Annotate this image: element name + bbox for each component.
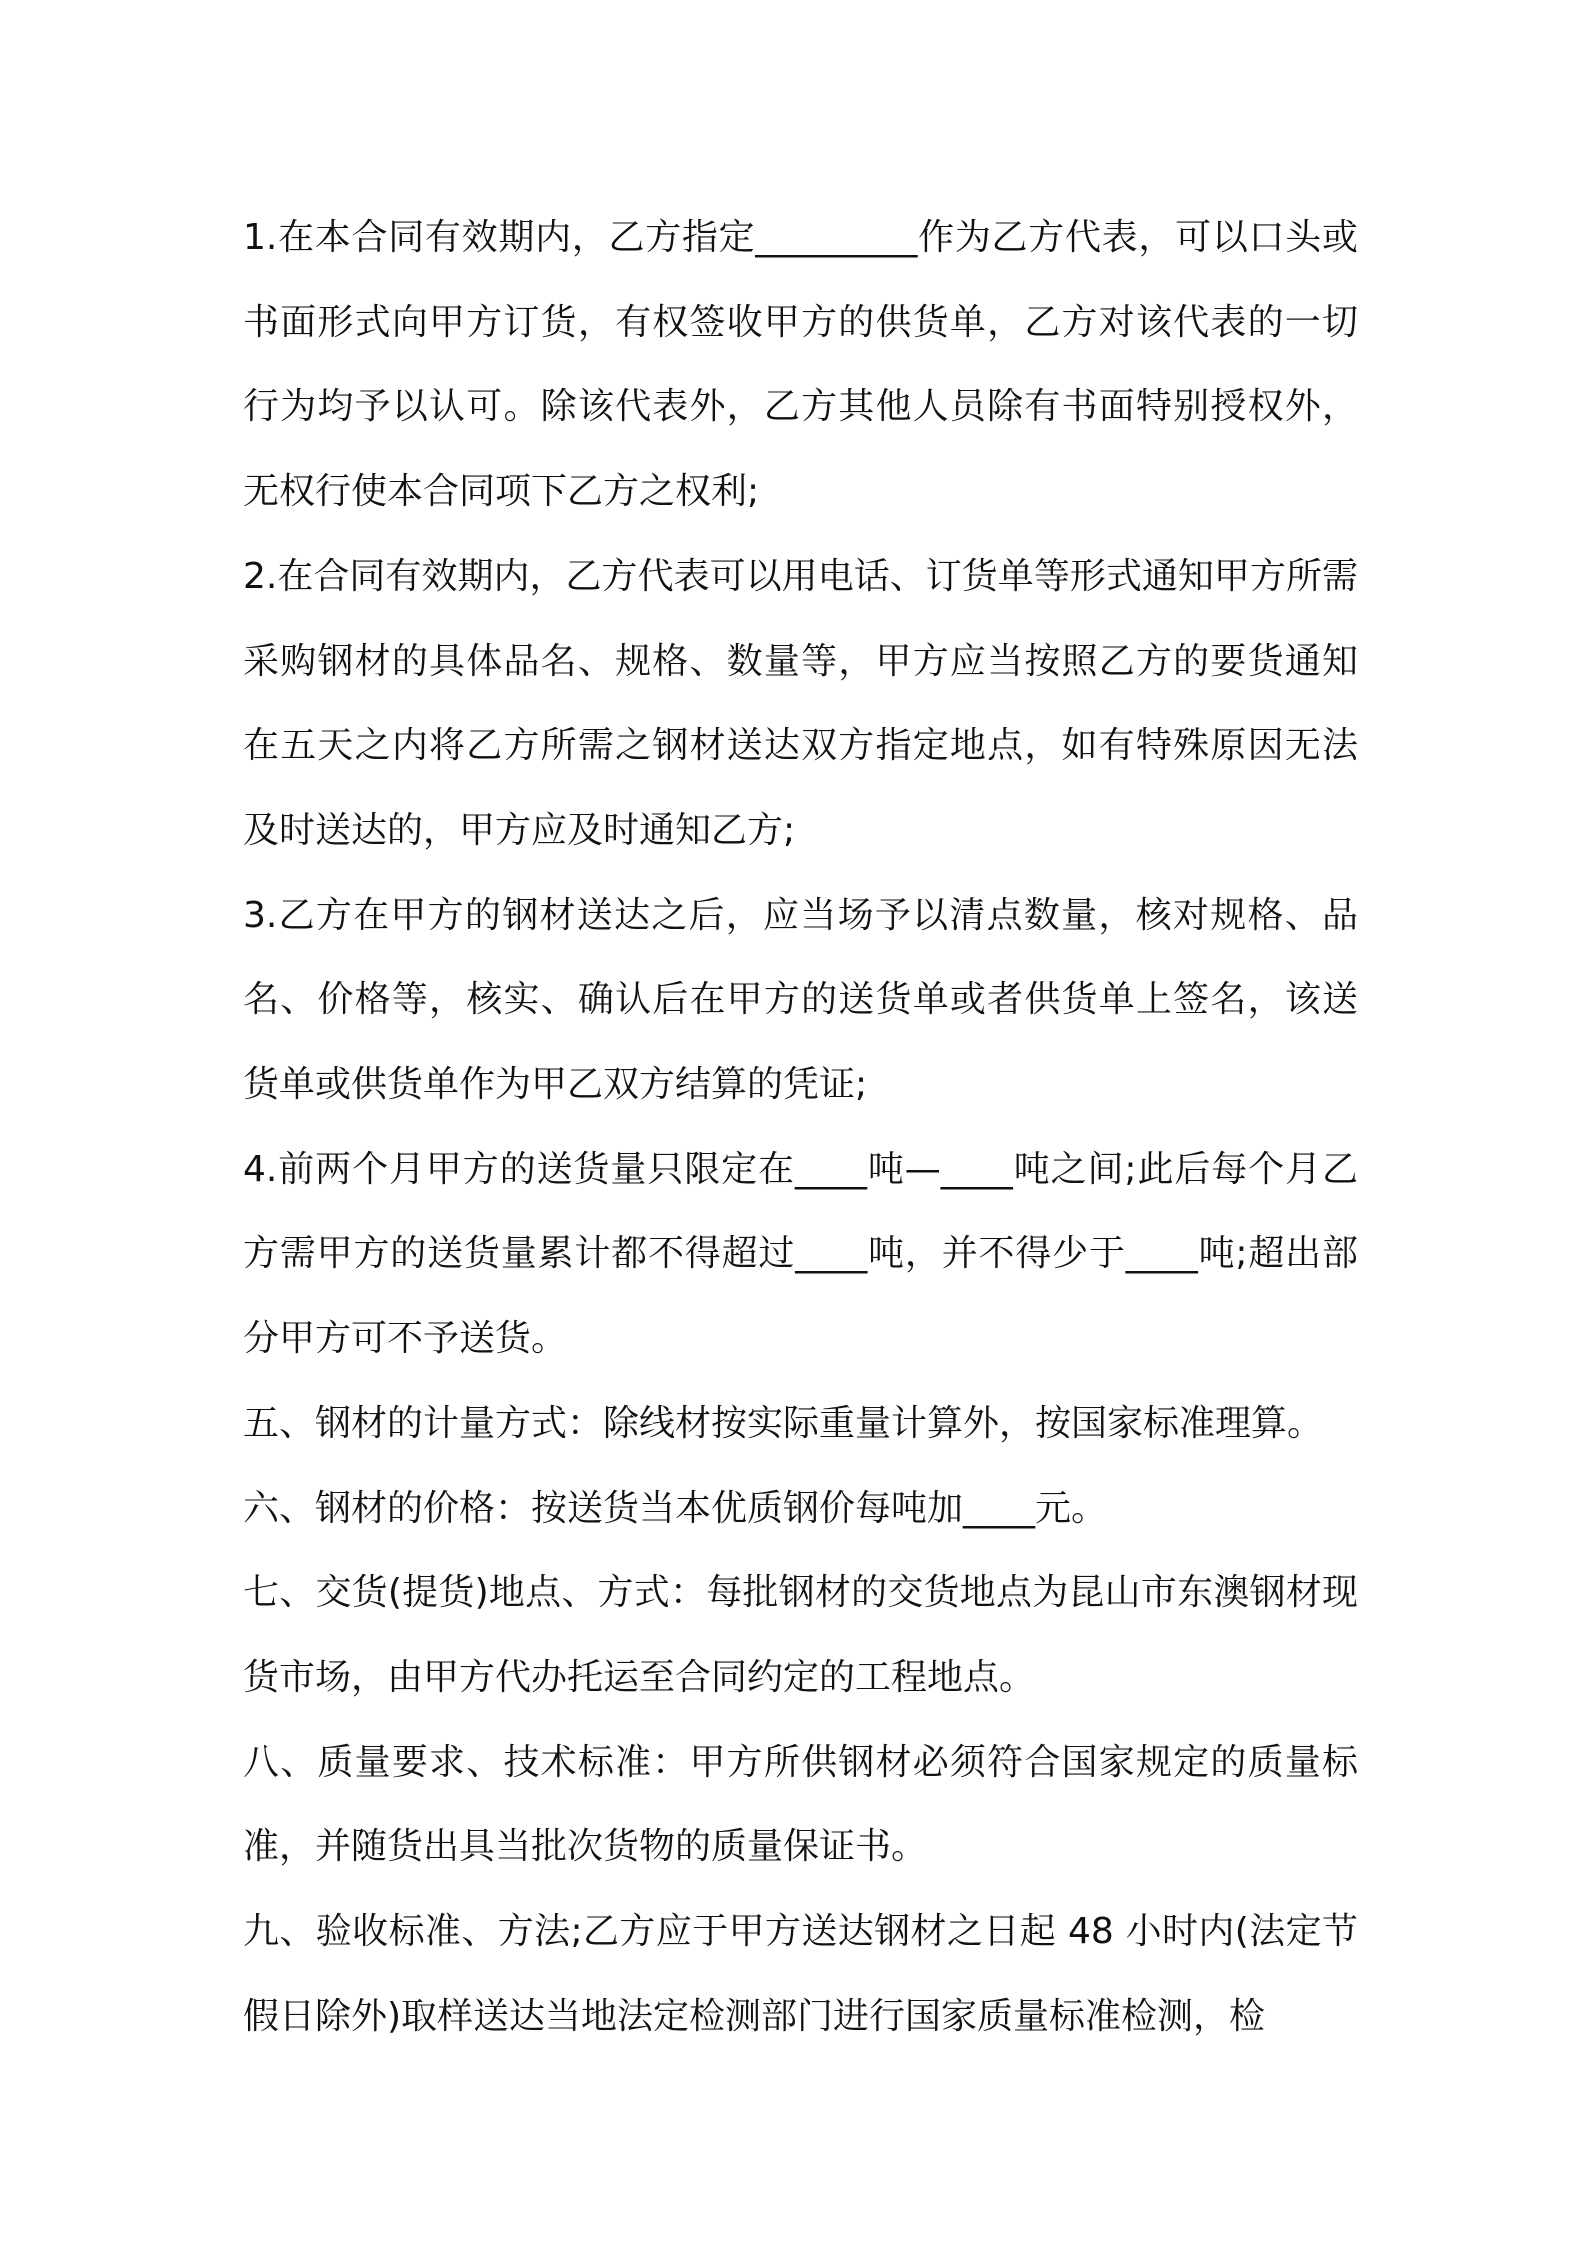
clause-1-order-representative: 1.在本合同有效期内，乙方指定_________作为乙方代表，可以口头或书面形式向甲方订货，有权签收甲方的供货单，乙方对该代表的一切行为均予以认可。除该代表外，乙方其他人员除有书面特别授权外，无权行使本合同项下乙方之权利;	[243, 217, 1358, 513]
section-8-quality-standard: 八、质量要求、技术标准：甲方所供钢材必须符合国家规定的质量标准，并随货出具当批次货物的质量保证书。	[243, 1741, 1358, 1868]
clause-2-order-notice: 2.在合同有效期内，乙方代表可以用电话、订货单等形式通知甲方所需采购钢材的具体品名、规格、数量等，甲方应当按照乙方的要货通知在五天之内将乙方所需之钢材送达双方指定地点，如有特殊原因无法及时送达的，甲方应及时通知乙方;	[243, 555, 1358, 851]
document-body	[243, 196, 1358, 2059]
clause-4-delivery-quantity: 4.前两个月甲方的送货量只限定在____吨—____吨之间;此后每个月乙方需甲方的送货量累计都不得超过____吨，并不得少于____吨;超出部分甲方可不予送货。	[243, 1148, 1358, 1360]
section-7-delivery-location: 七、交货(提货)地点、方式：每批钢材的交货地点为昆山市东澳钢材现货市场，由甲方代办托运至合同约定的工程地点。	[243, 1572, 1358, 1698]
section-9-acceptance: 九、验收标准、方法;乙方应于甲方送达钢材之日起 48 小时内(法定节假日除外)取样送达当地法定检测部门进行国家质量标准检测，检	[243, 1911, 1358, 2037]
clause-3-delivery-check: 3.乙方在甲方的钢材送达之后，应当场予以清点数量，核对规格、品名、价格等，核实、确认后在甲方的送货单或者供货单上签名，该送货单或供货单作为甲乙双方结算的凭证;	[243, 894, 1358, 1106]
section-5-measurement: 五、钢材的计量方式：除线材按实际重量计算外，按国家标准理算。	[243, 1402, 1324, 1444]
section-6-price: 六、钢材的价格：按送货当本优质钢价每吨加____元。	[243, 1487, 1108, 1529]
